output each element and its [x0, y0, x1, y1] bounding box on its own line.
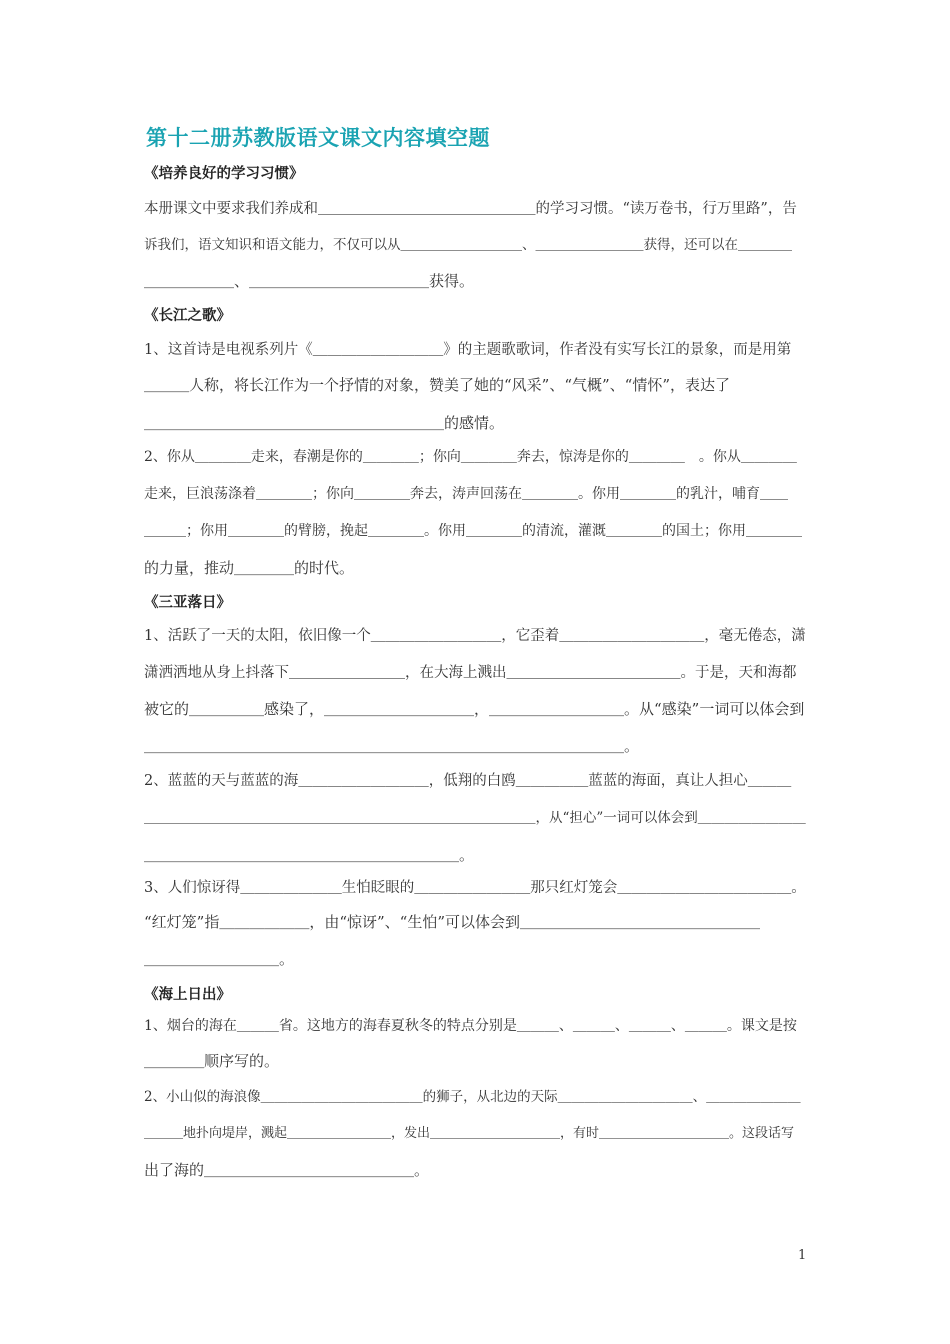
text-line: ＿＿＿＿＿＿＿＿＿＿＿＿＿＿＿＿＿＿＿＿的感情。: [144, 414, 505, 432]
text-line: 诉我们，语文知识和语文能力，不仅可以从＿＿＿＿＿＿＿＿＿、＿＿＿＿＿＿＿＿获得，还可以在＿＿＿＿: [144, 237, 792, 253]
text-line: ＿＿＿＿＿＿、＿＿＿＿＿＿＿＿＿＿＿＿获得。: [144, 272, 475, 290]
text-line: 的力量，推动＿＿＿＿的时代。: [144, 559, 355, 577]
text-line: ＿＿＿＿顺序写的。: [144, 1052, 280, 1070]
page-number: 1: [798, 1248, 807, 1263]
text-line: ＿＿＿人称，将长江作为一个抒情的对象，赞美了她的“风采”、“气概”、“情怀”，表达了: [144, 376, 731, 394]
text-line: ＿＿＿＿＿＿＿＿＿＿＿＿＿＿＿＿＿＿＿＿＿＿＿＿＿＿＿＿＿，从“担心”一词可以体会到＿＿＿＿＿＿＿＿: [144, 810, 806, 826]
text-line: 2、蓝蓝的天与蓝蓝的海＿＿＿＿＿＿＿＿＿，低翔的白鸥＿＿＿＿＿蓝蓝的海面，真让人担心＿＿＿: [144, 773, 792, 789]
text-line: 1、烟台的海在＿＿＿省。这地方的海春夏秋冬的特点分别是＿＿＿、＿＿＿、＿＿＿、＿＿＿。课文是按: [144, 1018, 797, 1034]
text-line: 走来，巨浪荡涤着＿＿＿＿；你向＿＿＿＿奔去，涛声回荡在＿＿＿＿。你用＿＿＿＿的乳汁，哺育＿＿: [144, 486, 788, 502]
text-line: 1、活跃了一天的太阳，依旧像一个＿＿＿＿＿＿＿＿＿，它歪着＿＿＿＿＿＿＿＿＿＿，毫无倦态，潇: [144, 628, 806, 644]
section-heading-changjiang: 《长江之歌》: [144, 307, 231, 324]
text-line: 潇洒洒地从身上抖落下＿＿＿＿＿＿＿＿，在大海上溅出＿＿＿＿＿＿＿＿＿＿＿＿。于是，天和海都: [144, 665, 797, 681]
document-title: 第十二册苏教版语文课文内容填空题: [146, 126, 490, 150]
text-line: 2、你从＿＿＿＿走来，春潮是你的＿＿＿＿；你向＿＿＿＿奔去，惊涛是你的＿＿＿＿ 。你从＿＿＿＿: [144, 449, 797, 465]
text-line: ＿＿＿＿＿＿＿＿＿＿＿＿＿＿＿＿＿＿＿＿＿＿＿＿＿＿＿＿＿＿＿＿。: [144, 737, 640, 755]
text-line: 2、小山似的海浪像＿＿＿＿＿＿＿＿＿＿＿＿的狮子，从北边的天际＿＿＿＿＿＿＿＿＿＿、＿＿＿＿＿＿＿: [144, 1089, 801, 1105]
text-line: 3、人们惊讶得＿＿＿＿＿＿＿生怕眨眼的＿＿＿＿＿＿＿＿那只红灯笼会＿＿＿＿＿＿＿＿＿＿＿＿。: [144, 880, 806, 896]
text-line: 本册课文中要求我们养成和＿＿＿＿＿＿＿＿＿＿＿＿＿＿＿的学习习惯。“读万卷书，行万里路”，告: [144, 201, 797, 217]
text-line: ＿＿＿地扑向堤岸，溅起＿＿＿＿＿＿＿＿，发出＿＿＿＿＿＿＿＿＿＿，有时＿＿＿＿＿＿＿＿＿＿。这段话写: [144, 1126, 795, 1141]
text-line: 被它的＿＿＿＿＿感染了，＿＿＿＿＿＿＿＿＿＿，＿＿＿＿＿＿＿＿＿。从“感染”一词可以体会到: [144, 700, 805, 718]
section-heading-habits: 《培养良好的学习习惯》: [144, 165, 304, 182]
text-line: ＿＿＿＿＿＿＿＿＿。: [144, 950, 295, 968]
section-heading-sunrise: 《海上日出》: [144, 986, 231, 1003]
text-line: ＿＿＿；你用＿＿＿＿的臂膀，挽起＿＿＿＿。你用＿＿＿＿的清流，灌溉＿＿＿＿的国土；你用＿＿＿＿: [144, 523, 802, 539]
section-heading-sanya: 《三亚落日》: [144, 594, 231, 611]
text-line: “红灯笼”指＿＿＿＿＿＿，由“惊讶”、“生怕”可以体会到＿＿＿＿＿＿＿＿＿＿＿＿＿＿＿＿: [144, 913, 761, 931]
text-line: ＿＿＿＿＿＿＿＿＿＿＿＿＿＿＿＿＿＿＿＿＿。: [144, 846, 475, 864]
text-line: 1、这首诗是电视系列片《＿＿＿＿＿＿＿＿＿》的主题歌歌词，作者没有实写长江的景象，而是用第: [144, 342, 792, 358]
text-line: 出了海的＿＿＿＿＿＿＿＿＿＿＿＿＿＿。: [144, 1161, 430, 1179]
